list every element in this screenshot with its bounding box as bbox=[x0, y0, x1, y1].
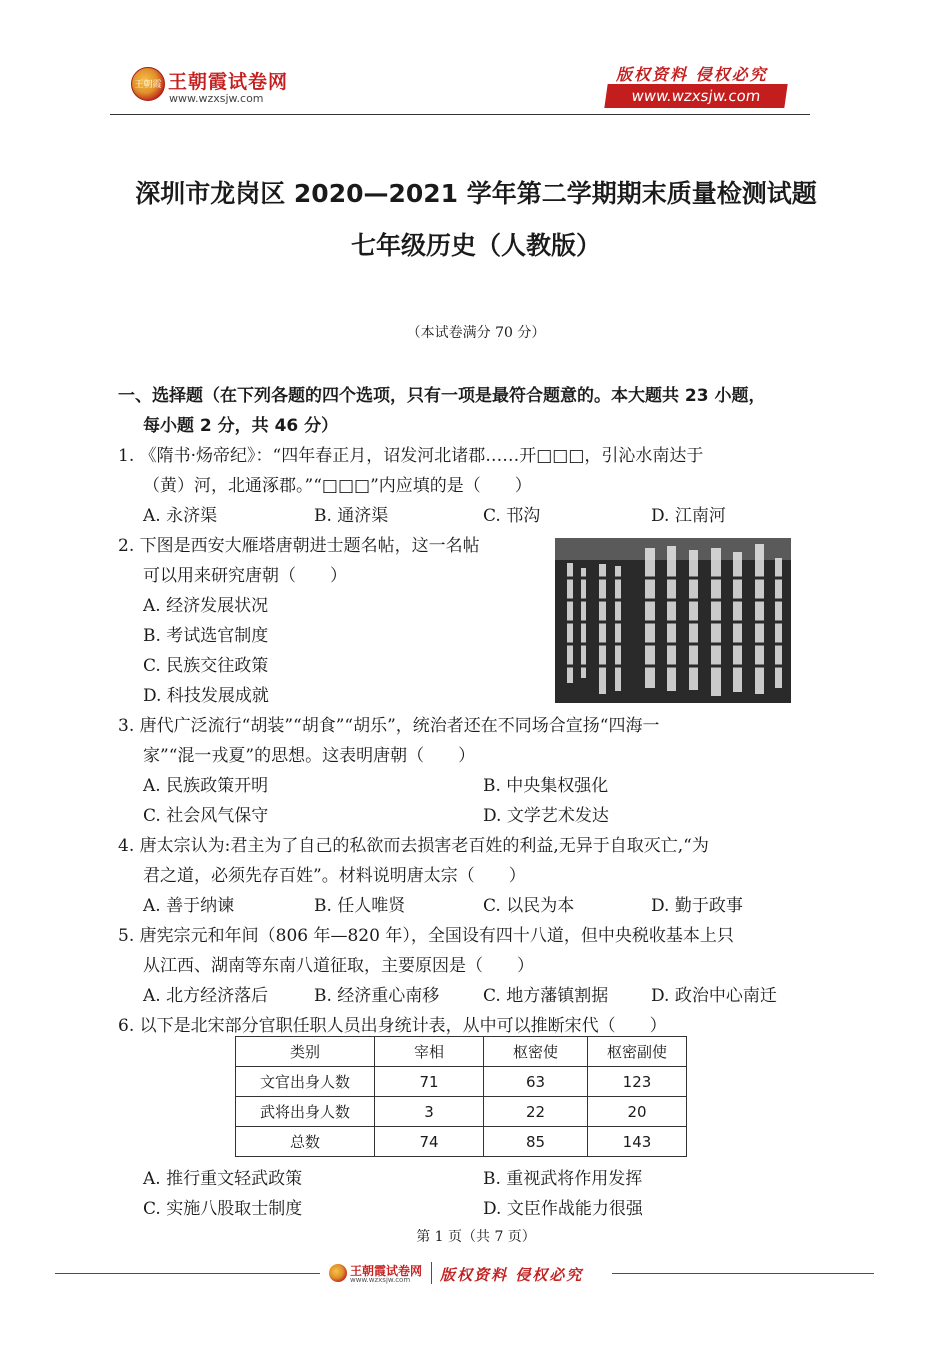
table-header-cell: 类别 bbox=[236, 1037, 375, 1067]
q4-stem-cont: 君之道，必须先存百姓”。材料说明唐太宗（ ） bbox=[143, 866, 526, 886]
q2-option-a: A. 经济发展状况 bbox=[143, 596, 269, 616]
q1-option-c: C. 邗沟 bbox=[483, 506, 541, 526]
q5-stem-cont: 从江西、湖南等东南八道征取，主要原因是（ ） bbox=[143, 956, 534, 976]
q3-option-c: C. 社会风气保守 bbox=[143, 806, 269, 826]
q3-stem: 3. 唐代广泛流行“胡装”“胡食”“胡乐”，统治者还在不同场合宣扬“四海一 bbox=[118, 716, 660, 736]
q6-option-d: D. 文臣作战能力很强 bbox=[483, 1199, 643, 1219]
table-cell: 20 bbox=[588, 1097, 687, 1127]
full-score-note: （本试卷满分 70 分） bbox=[406, 325, 546, 341]
table-cell: 74 bbox=[375, 1127, 484, 1157]
footer-copyright: 版权资料 侵权必究 bbox=[440, 1266, 584, 1284]
q2-option-d: D. 科技发展成就 bbox=[143, 686, 269, 706]
exam-subtitle: 七年级历史（人教版） bbox=[350, 231, 601, 260]
table-cell: 123 bbox=[588, 1067, 687, 1097]
table-row bbox=[236, 1127, 687, 1157]
header-url-banner[interactable] bbox=[604, 84, 787, 108]
q5-option-b: B. 经济重心南移 bbox=[314, 986, 440, 1006]
table-cell: 143 bbox=[588, 1127, 687, 1157]
footer-logo-icon bbox=[329, 1264, 347, 1282]
q6-stem: 6. 以下是北宋部分官职任职人员出身统计表，从中可以推断宋代（ ） bbox=[118, 1016, 667, 1036]
q4-option-a: A. 善于纳谏 bbox=[143, 896, 235, 916]
q4-option-c: C. 以民为本 bbox=[483, 896, 575, 916]
footer-divider-left bbox=[55, 1273, 320, 1274]
q4-option-b: B. 任人唯贤 bbox=[314, 896, 406, 916]
brand-name: 王朝霞试卷网 bbox=[168, 71, 289, 93]
q2-option-b: B. 考试选官制度 bbox=[143, 626, 269, 646]
q3-option-a: A. 民族政策开明 bbox=[143, 776, 269, 796]
q1-option-d: D. 江南河 bbox=[651, 506, 726, 526]
q2-stem: 2. 下图是西安大雁塔唐朝进士题名帖，这一名帖 bbox=[118, 536, 480, 556]
table-header-cell: 枢密副使 bbox=[588, 1037, 687, 1067]
q3-option-d: D. 文学艺术发达 bbox=[483, 806, 609, 826]
table-cell: 3 bbox=[375, 1097, 484, 1127]
q5-stem: 5. 唐宪宗元和年间（806 年—820 年），全国设有四十八道，但中央税收基本上只 bbox=[118, 926, 734, 946]
q4-stem: 4. 唐太宗认为:君主为了自己的私欲而去损害老百姓的利益,无异于自取灭亡,“为 bbox=[118, 836, 709, 856]
q2-stem-cont: 可以用来研究唐朝（ ） bbox=[143, 566, 347, 586]
q6-option-b: B. 重视武将作用发挥 bbox=[483, 1169, 643, 1189]
table-header-cell: 宰相 bbox=[375, 1037, 484, 1067]
footer-brand-name: 王朝霞试卷网 bbox=[350, 1264, 423, 1278]
section-heading-cont: 每小题 2 分，共 46 分） bbox=[143, 416, 339, 436]
q6-option-c: C. 实施八股取士制度 bbox=[143, 1199, 303, 1219]
page-number: 第 1 页（共 7 页） bbox=[416, 1229, 536, 1245]
q6-option-a: A. 推行重文轻武政策 bbox=[143, 1169, 303, 1189]
table-cell: 文官出身人数 bbox=[236, 1067, 375, 1097]
brand-site-url: www.wzxsjw.com bbox=[169, 92, 264, 105]
q1-option-b: B. 通济渠 bbox=[314, 506, 389, 526]
table-cell: 总数 bbox=[236, 1127, 375, 1157]
table-header-row bbox=[236, 1037, 687, 1067]
exam-title: 深圳市龙岗区 2020—2021 学年第二学期期末质量检测试题 bbox=[135, 179, 817, 208]
footer-separator bbox=[431, 1262, 432, 1284]
table-cell: 武将出身人数 bbox=[236, 1097, 375, 1127]
header-divider bbox=[110, 114, 810, 115]
table-cell: 63 bbox=[484, 1067, 588, 1097]
q5-option-a: A. 北方经济落后 bbox=[143, 986, 269, 1006]
table-header-cell: 枢密使 bbox=[484, 1037, 588, 1067]
q3-stem-cont: 家”“混一戎夏”的思想。这表明唐朝（ ） bbox=[143, 746, 476, 766]
q2-option-c: C. 民族交往政策 bbox=[143, 656, 269, 676]
q1-stem: 1. 《隋书·炀帝纪》：“四年春正月，诏发河北诸郡……开□□□，引沁水南达于 bbox=[118, 446, 704, 466]
header-url-text: www.wzxsjw.com bbox=[630, 87, 762, 105]
footer-divider-right bbox=[612, 1273, 874, 1274]
copyright-notice: 版权资料 侵权必究 bbox=[616, 65, 768, 84]
table-row bbox=[236, 1067, 687, 1097]
q5-option-d: D. 政治中心南迁 bbox=[651, 986, 777, 1006]
q1-option-a: A. 永济渠 bbox=[143, 506, 218, 526]
stele-rubbing-image bbox=[555, 538, 791, 703]
table-cell: 22 bbox=[484, 1097, 588, 1127]
table-cell: 71 bbox=[375, 1067, 484, 1097]
footer-site-url: www.wzxsjw.com bbox=[350, 1276, 411, 1284]
q5-option-c: C. 地方藩镇割据 bbox=[483, 986, 609, 1006]
section-heading: 一、选择题（在下列各题的四个选项，只有一项是最符合题意的。本大题共 23 小题， bbox=[118, 386, 766, 406]
brand-logo-text: 王朝霞 bbox=[134, 80, 162, 90]
q3-option-b: B. 中央集权强化 bbox=[483, 776, 609, 796]
brand-logo-icon bbox=[131, 67, 165, 101]
official-origin-table bbox=[235, 1036, 687, 1157]
table-cell: 85 bbox=[484, 1127, 588, 1157]
table-row bbox=[236, 1097, 687, 1127]
q1-stem-cont: （黄）河，北通涿郡。”“□□□”内应填的是（ ） bbox=[143, 476, 532, 496]
q4-option-d: D. 勤于政事 bbox=[651, 896, 743, 916]
